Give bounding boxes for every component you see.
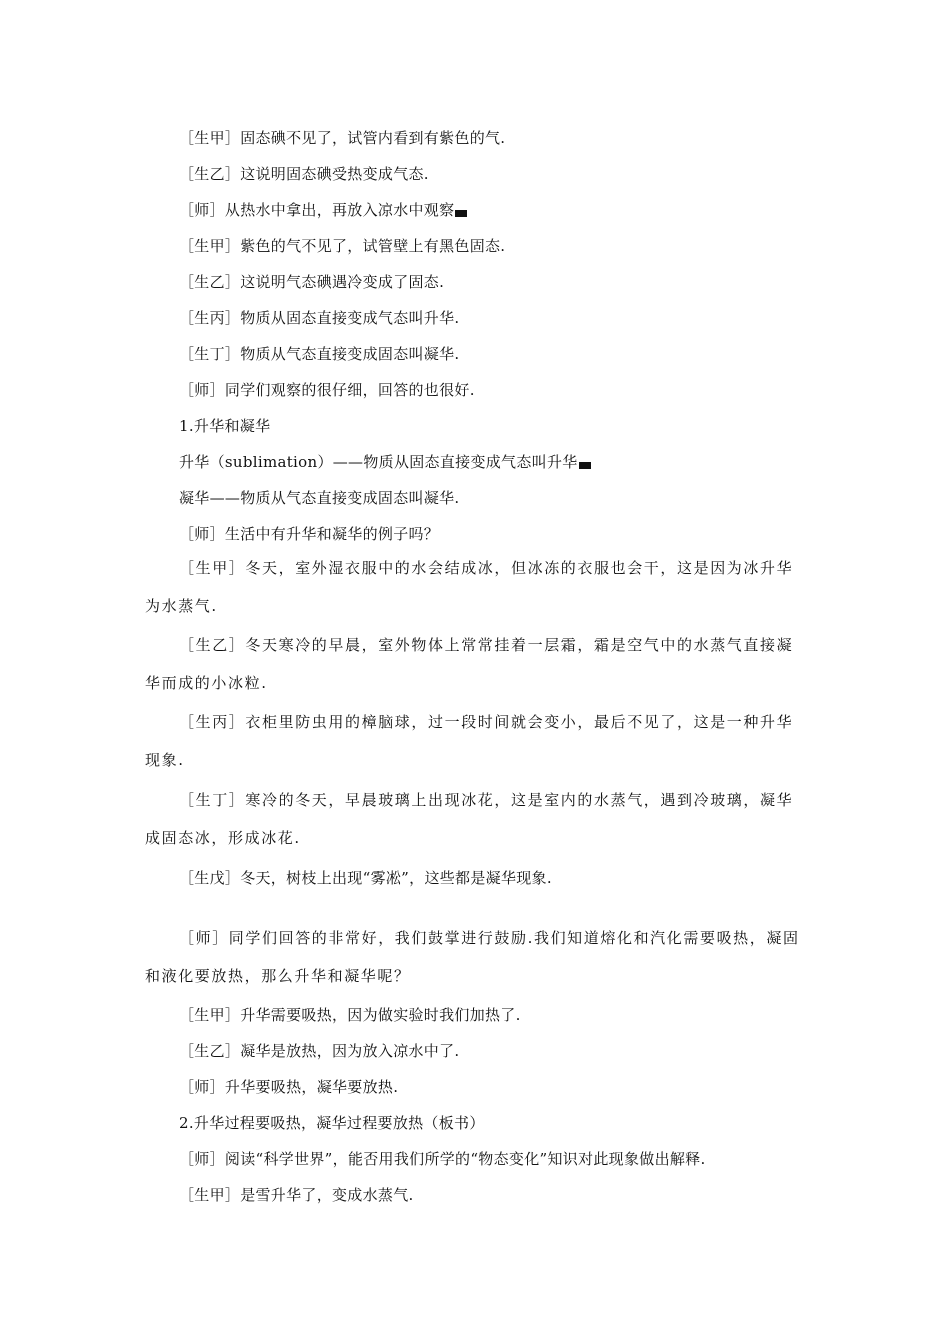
paragraph: ［师］升华要吸热，凝华要放热. [179,1078,399,1096]
definition: 凝华——物质从气态直接变成固态叫凝华. [179,489,460,507]
paragraph: ［生甲］固态碘不见了，试管内看到有紫色的气. [179,129,506,147]
paragraph: ［生乙］冬天寒冷的早晨，室外物体上常常挂着一层霜，霜是空气中的水蒸气直接凝华而成的小冰粒. [145,636,794,692]
definition [179,452,591,472]
paragraph: ［生丁］物质从气态直接变成固态叫凝华. [179,345,460,363]
paragraph: ［师］同学们回答的非常好，我们鼓掌进行鼓励.我们知道熔化和汽化需要吸热，凝固和液化要放热，那么升华和凝华呢？ [145,929,800,985]
paragraph: ［生甲］冬天，室外湿衣服中的水会结成冰，但冰冻的衣服也会干，这是因为冰升华为水蒸气. [145,559,794,615]
paragraph-text: ［师］从热水中拿出，再放入凉水中观察 [179,201,455,219]
paragraph: ［生丙］衣柜里防虫用的樟脑球，过一段时间就会变小，最后不见了，这是一种升华现象. [145,713,794,769]
definition-text: 升华（sublimation）——物质从固态直接变成气态叫升华 [179,453,578,471]
paragraph: ［生丁］寒冷的冬天，早晨玻璃上出现冰花，这是室内的水蒸气，遇到冷玻璃，凝华成固态冰，形成冰花. [145,791,794,847]
paragraph: ［生甲］升华需要吸热，因为做实验时我们加热了. [179,1006,521,1024]
section-heading: 1.升华和凝华 [179,417,271,435]
section-heading: 2.升华过程要吸热，凝华过程要放热（板书） [179,1114,485,1132]
paragraph: ［生戊］冬天，树枝上出现“雾凇”，这些都是凝华现象. [179,869,552,887]
paragraph: ［生甲］是雪升华了，变成水蒸气. [179,1186,414,1204]
paragraph [179,200,467,220]
paragraph: ［生丙］物质从固态直接变成气态叫升华. [179,309,460,327]
paragraph: ［师］生活中有升华和凝华的例子吗？ [179,525,440,543]
paragraph: ［生乙］这说明固态碘受热变成气态. [179,165,429,183]
paragraph: ［师］同学们观察的很仔细，回答的也很好. [179,381,475,399]
paragraph: ［生乙］凝华是放热，因为放入凉水中了. [179,1042,460,1060]
paragraph: ［生乙］这说明气态碘遇冷变成了固态. [179,273,445,291]
paragraph: ［生甲］紫色的气不见了，试管壁上有黑色固态. [179,237,506,255]
ellipsis-mark [455,210,467,217]
ellipsis-mark [579,462,591,469]
paragraph: ［师］阅读“科学世界”，能否用我们所学的“物态变化”知识对此现象做出解释. [179,1150,706,1168]
